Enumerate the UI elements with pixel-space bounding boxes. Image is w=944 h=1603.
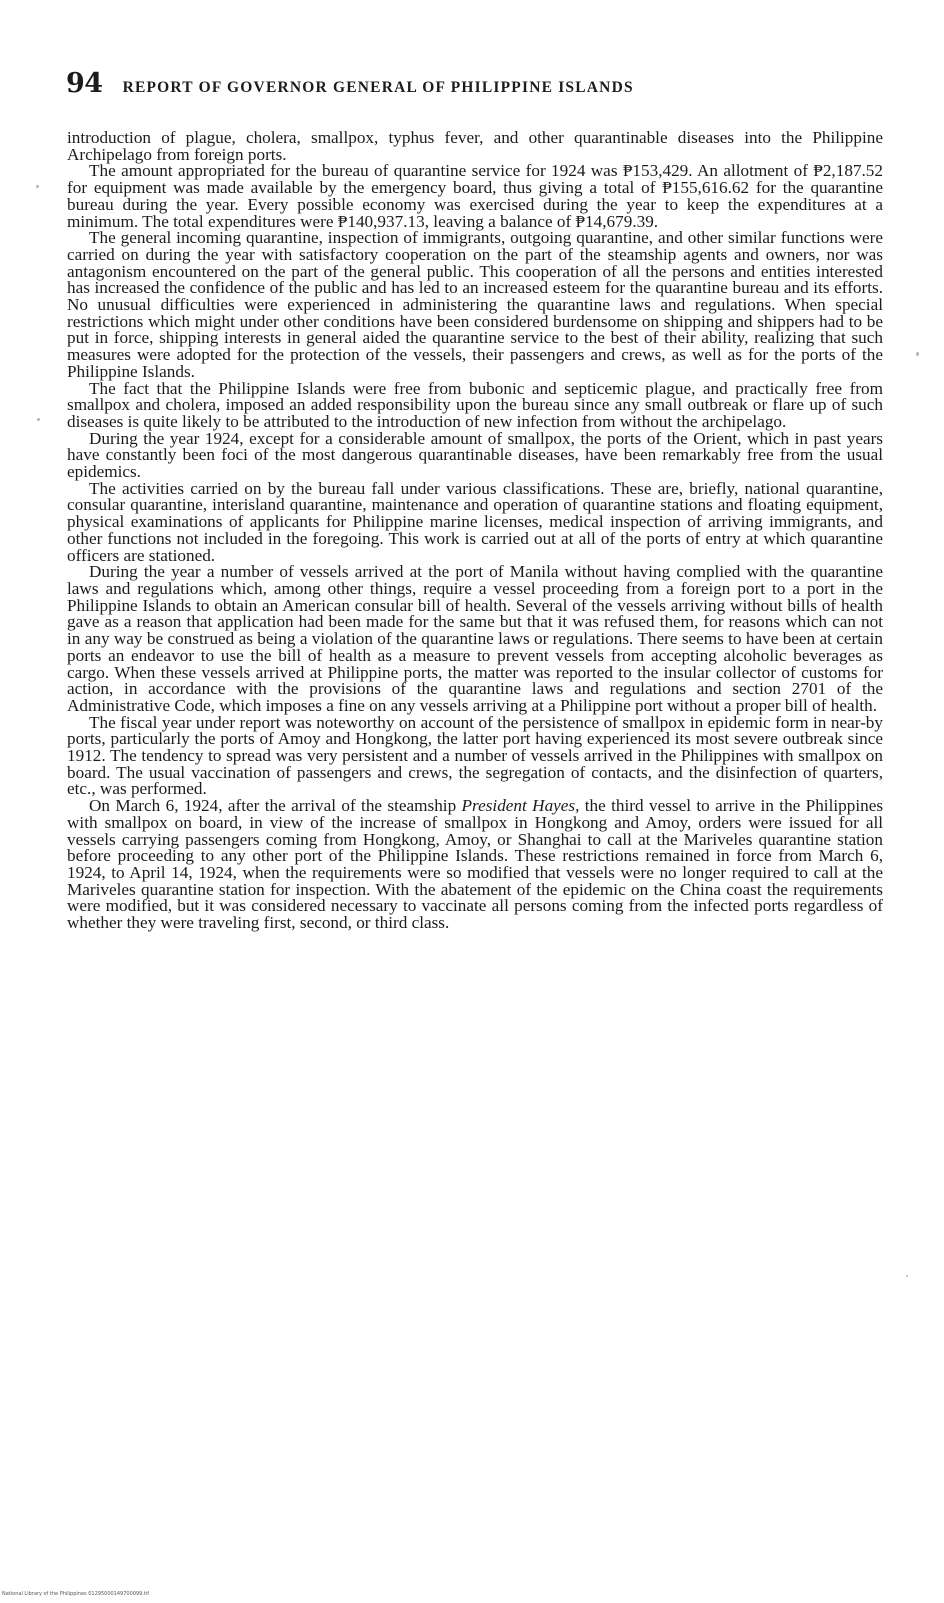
paragraph-text: The fact that the Philippine Islands were free from bubonic and septicemic plague, and practically free from smallpox and cholera, imposed an added responsibility upon the bureau since any small outbreak or flare up of such diseases is quite likely to be attributed to the introduction of new infection from without the archipelago. [67, 378, 883, 431]
scan-credit: National Library of the Philippines 01295000149700099.tif [2, 1591, 150, 1597]
scan-speck [37, 418, 40, 421]
paragraph-text: , the third vessel to arrive in the Philippines with smallpox on board, in view of the increase of smallpox in Hongkong and Amoy, orders were issued for all vessels carrying passengers coming from Hongkong, Amoy, or Shanghai to call at the Mariveles quarantine station before proceeding to any other port of the Philippine Islands. These restrictions remained in force from March 6, 1924, to April 14, 1924, when the requirements were so modified that vessels were no longer required to call at the Mariveles quarantine station for inspection. With the abatement of the epidemic on the China coast the requirements were modified, but it was considered necessary to vaccinate all persons coming from the infected ports regardless of whether they were traveling first, second, or third class. [67, 796, 884, 933]
paragraph-text: The amount appropriated for the bureau of quarantine service for 1924 was ₱153,429. An allotment of ₱2,187.52 for equipment was made available by the emergency board, thus giving a total of ₱155,616.62 for the quarantine bureau during the year. Every possible economy was exercised during the year to keep the expenditures at a minimum. The total expenditures were ₱140,937.13, leaving a balance of ₱14,679.39. [67, 161, 883, 231]
paragraph-text: The general incoming quarantine, inspection of immigrants, outgoing quarantine, and other similar functions were carried on during the year with satisfactory cooperation on the part of the steamship agents and owners, nor was antagonism encountered on the part of the general public. This cooperation of all the persons and entities interested has increased the confidence of the public and has led to an increased esteem for the quarantine bureau and its efforts. No unusual difficulties were experienced in administering the quarantine laws and regulations. When special restrictions which might under other conditions have been considered burdensome on shipping and shippers had to be put in force, shipping interests in general aided the quarantine service to the best of their ability, realizing that such measures were adopted for the protection of the vessels, their passengers and crews, as well as for the ports of the Philippine Islands. [67, 228, 883, 381]
paragraph [67, 428, 883, 482]
paragraph [67, 230, 883, 380]
paragraph [67, 378, 883, 431]
paragraph [67, 478, 883, 565]
paragraph-text: The fiscal year under report was noteworthy on account of the persistence of smallpox in epidemic form in near-by ports, particularly the ports of Amoy and Hongkong, the latter port having experienced its most severe outbreak since 1912. The tendency to spread was very persistent and a number of vessels arrived in the Philippines with smallpox on board. The usual vaccination of passengers and crews, the segregation of contacts, and the disinfection of quarters, etc., was performed. [67, 712, 883, 799]
paragraph-text: The activities carried on by the bureau fall under various classifications. These are, briefly, national quarantine, consular quarantine, interisland quarantine, maintenance and operation of quarantine stations and floating equipment, physical examinations of applicants for Philippine marine licenses, medical inspection of arriving immigrants, and other functions not included in the foregoing. This work is carried out at all of the ports of entry at which quarantine officers are stationed. [67, 478, 883, 565]
paragraph-text: During the year 1924, except for a considerable amount of smallpox, the ports of the Orient, which in past years have constantly been foci of the most dangerous quarantinable diseases, have been remarkably free from the usual epidemics. [67, 428, 883, 482]
paragraph [67, 163, 883, 230]
paragraph [67, 130, 883, 163]
page-header [66, 68, 896, 108]
paragraph [67, 564, 883, 714]
paragraph [67, 798, 883, 932]
scan-speck [916, 352, 919, 356]
paragraph [67, 712, 883, 799]
scan-speck [906, 1275, 908, 1277]
page-number: 94 [66, 68, 103, 99]
running-title: REPORT OF GOVERNOR GENERAL OF PHILIPPINE ISLANDS [122, 79, 634, 96]
scan-speck [36, 185, 39, 188]
paragraph-text: On March 6, 1924, after the arrival of the steamship [89, 796, 462, 816]
ship-name: President Hayes [461, 796, 576, 816]
body-text [67, 130, 883, 932]
paragraph-text: During the year a number of vessels arrived at the port of Manila without having complied with the quarantine laws and regulations which, among other things, require a vessel proceeding from a foreign port to a port in the Philippine Islands to obtain an American consular bill of health. Several of the vessels arriving without bills of health gave as a reason that application had been made for the same but that it was refused them, for reasons which can not in any way be construed as being a violation of the quarantine laws or regulations. There seems to have been at certain ports an endeavor to use the bill of health as a measure to prevent vessels from accepting alcoholic beverages as cargo. When these vessels arrived at Philippine ports, the matter was reported to the insular collector of customs for action, in accordance with the provisions of the quarantine laws and regulations and section 2701 of the Administrative Code, which imposes a fine on any vessels arriving at a Philippine port without a proper bill of health. [67, 562, 883, 715]
paragraph-text: introduction of plague, cholera, smallpox, typhus fever, and other quarantinable diseases into the Philippine Archipelago from foreign ports. [67, 128, 883, 164]
